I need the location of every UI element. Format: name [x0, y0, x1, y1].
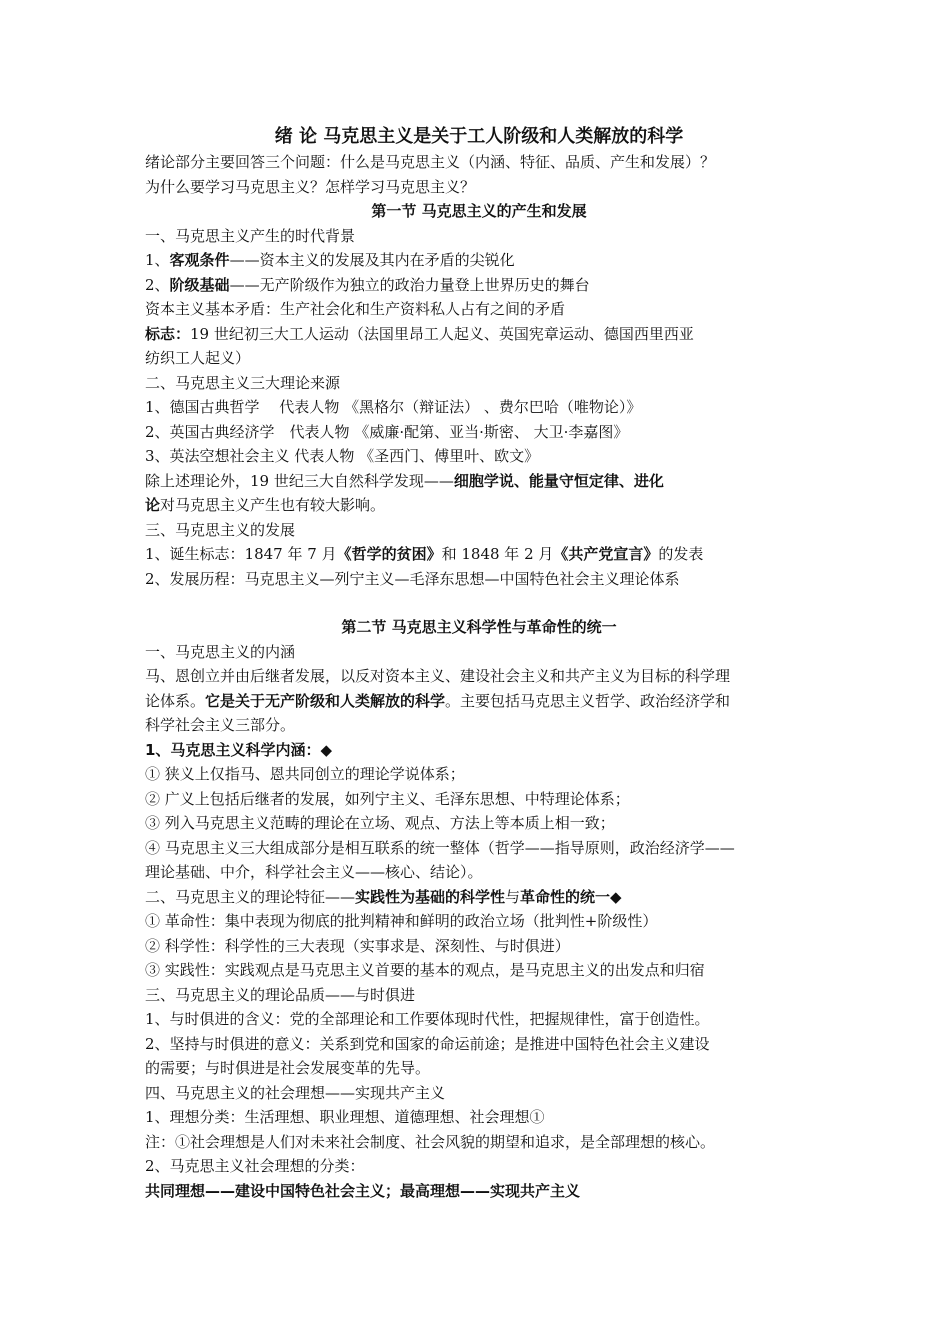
marks-line: [145, 322, 813, 347]
text: ——无产阶级作为独立的政治力量登上世界历史的舞台: [229, 275, 590, 294]
footnote: 注：①社会理想是人们对未来社会制度、社会风貌的期望和追求，是全部理想的核心。: [145, 1132, 716, 1151]
page-title: 绪 论 马克思主义是关于工人阶级和人类解放的科学: [274, 126, 684, 147]
feature-3: ③ 实践性：实践观点是马克思主义首要的基本的观点，是马克思主义的出发点和归宿: [145, 961, 705, 979]
intro-line-1: 绪论部分主要回答三个问题：什么是马克思主义（内涵、特征、品质、产生和发展）？: [145, 153, 716, 171]
text: 1、诞生标志：1847 年 7 月: [145, 545, 337, 563]
quality-2: 2、坚持与时俱进的意义：关系到党和国家的命运前途；是推进中国特色社会主义建设: [145, 1034, 710, 1053]
bold-text: 阶级基础: [169, 275, 230, 294]
section-2-part-3: 三、马克思主义的理论品质——与时俱进: [145, 985, 416, 1004]
text: 与: [505, 887, 521, 906]
section-1-part-3: 三、马克思主义的发展: [145, 520, 296, 539]
text: 2、: [145, 275, 170, 294]
marks-line-cont: 纺织工人起义）: [145, 349, 251, 367]
ideal-categories: 1、理想分类：生活理想、职业理想、道德理想、社会理想①: [145, 1108, 545, 1126]
text: 1、: [145, 251, 170, 269]
bold-text: 论: [145, 496, 161, 514]
definition-line-2: [145, 689, 813, 714]
definition-line-3: 科学社会主义三部分。: [145, 716, 296, 734]
bold-text: 客观条件: [169, 251, 230, 269]
connotation-item-2: ② 广义上包括后继者的发展，如列宁主义、毛泽东思想、中特理论体系；: [145, 789, 630, 808]
intro-line-2: 为什么要学习马克思主义？怎样学习马克思主义？: [145, 177, 476, 196]
section-2-part-1: 一、马克思主义的内涵: [145, 642, 296, 661]
text: 。主要包括马克思主义哲学、政治经济学和: [445, 691, 731, 710]
quality-1: 1、与时俱进的含义：党的全部理论和工作要体现时代性，把握规律性，富于创造性。: [145, 1010, 710, 1028]
condition-objective: [145, 248, 813, 273]
bold-text: 实践性为基础的科学性: [355, 887, 506, 906]
connotation-item-1: ① 狭义上仅指马、恩共同创立的理论学说体系；: [145, 765, 465, 783]
bold-text: 标志：: [145, 324, 191, 343]
ideal-classification: 2、马克思主义社会理想的分类：: [145, 1157, 365, 1175]
bold-text: 它是关于无产阶级和人类解放的科学: [205, 691, 446, 710]
text: 19 世纪初三大工人运动（法国里昂工人起义、英国宪章运动、德国西里西亚: [190, 324, 694, 343]
text: 除上述理论外，19 世纪三大自然科学发现——: [145, 471, 454, 490]
source-3: 3、英法空想社会主义 代表人物 《圣西门、傅里叶、欧文》: [145, 447, 540, 465]
bold-text: 《哲学的贫困》: [336, 545, 442, 563]
bold-text: 革命性的统一◆: [520, 887, 622, 906]
science-discoveries-cont: [145, 493, 813, 518]
section-1-part-2: 二、马克思主义三大理论来源: [145, 373, 341, 392]
science-discoveries: [145, 469, 813, 494]
birth-mark: [145, 542, 813, 567]
quality-2-cont: 的需要；与时俱进是社会发展变革的先导。: [145, 1059, 431, 1077]
source-1: 1、德国古典哲学 代表人物 《黑格尔（辩证法） 、费尔巴哈（唯物论）》: [145, 398, 642, 416]
text: 论体系。: [145, 691, 206, 710]
text: 对马克思主义产生也有较大影响。: [160, 496, 386, 514]
section-1-part-1: 一、马克思主义产生的时代背景: [145, 226, 356, 245]
feature-1: ① 革命性：集中表现为彻底的批判精神和鲜明的政治立场（批判性+阶级性）: [145, 912, 658, 930]
source-2: 2、英国古典经济学 代表人物 《威廉·配第、亚当·斯密、 大卫·李嘉图》: [145, 422, 629, 441]
basic-contradiction: 资本主义基本矛盾：生产社会化和生产资料私人占有之间的矛盾: [145, 300, 566, 318]
development-history: 2、发展历程：马克思主义—列宁主义—毛泽东思想—中国特色社会主义理论体系: [145, 569, 680, 588]
connotation-item-3: ③ 列入马克思主义范畴的理论在立场、观点、方法上等本质上相一致；: [145, 814, 615, 832]
definition-line-1: 马、恩创立并由后继者发展，以反对资本主义、建设社会主义和共产主义为目标的科学理: [145, 667, 731, 685]
bold-text: 《共产党宣言》: [553, 545, 659, 563]
section-2-part-4: 四、马克思主义的社会理想——实现共产主义: [145, 1083, 446, 1102]
spacer: [145, 591, 813, 615]
feature-2: ② 科学性：科学性的三大表现（实事求是、深刻性、与时俱进）: [145, 936, 570, 955]
connotation-item-4-cont: 理论基础、中介，科学社会主义——核心、结论）。: [145, 863, 483, 881]
scientific-connotation-heading: 1、马克思主义科学内涵：◆: [145, 740, 332, 759]
condition-class: [145, 273, 813, 298]
final-statement: 共同理想——建设中国特色社会主义；最高理想——实现共产主义: [145, 1181, 581, 1200]
connotation-item-4: ④ 马克思主义三大组成部分是相互联系的统一整体（哲学——指导原则，政治经济学——: [145, 838, 735, 857]
text: 和 1848 年 2 月: [441, 545, 554, 563]
document-body: [145, 124, 813, 1203]
text: ——资本主义的发展及其内在矛盾的尖锐化: [229, 251, 515, 269]
text: 的发表: [658, 545, 704, 563]
text: 二、马克思主义的理论特征——: [145, 887, 356, 906]
section-2-part-2: [145, 885, 813, 910]
bold-text: 细胞学说、能量守恒定律、进化: [453, 471, 664, 490]
section-1-heading: 第一节 马克思主义的产生和发展: [371, 202, 587, 220]
section-2-heading: 第二节 马克思主义科学性与革命性的统一: [341, 618, 617, 636]
